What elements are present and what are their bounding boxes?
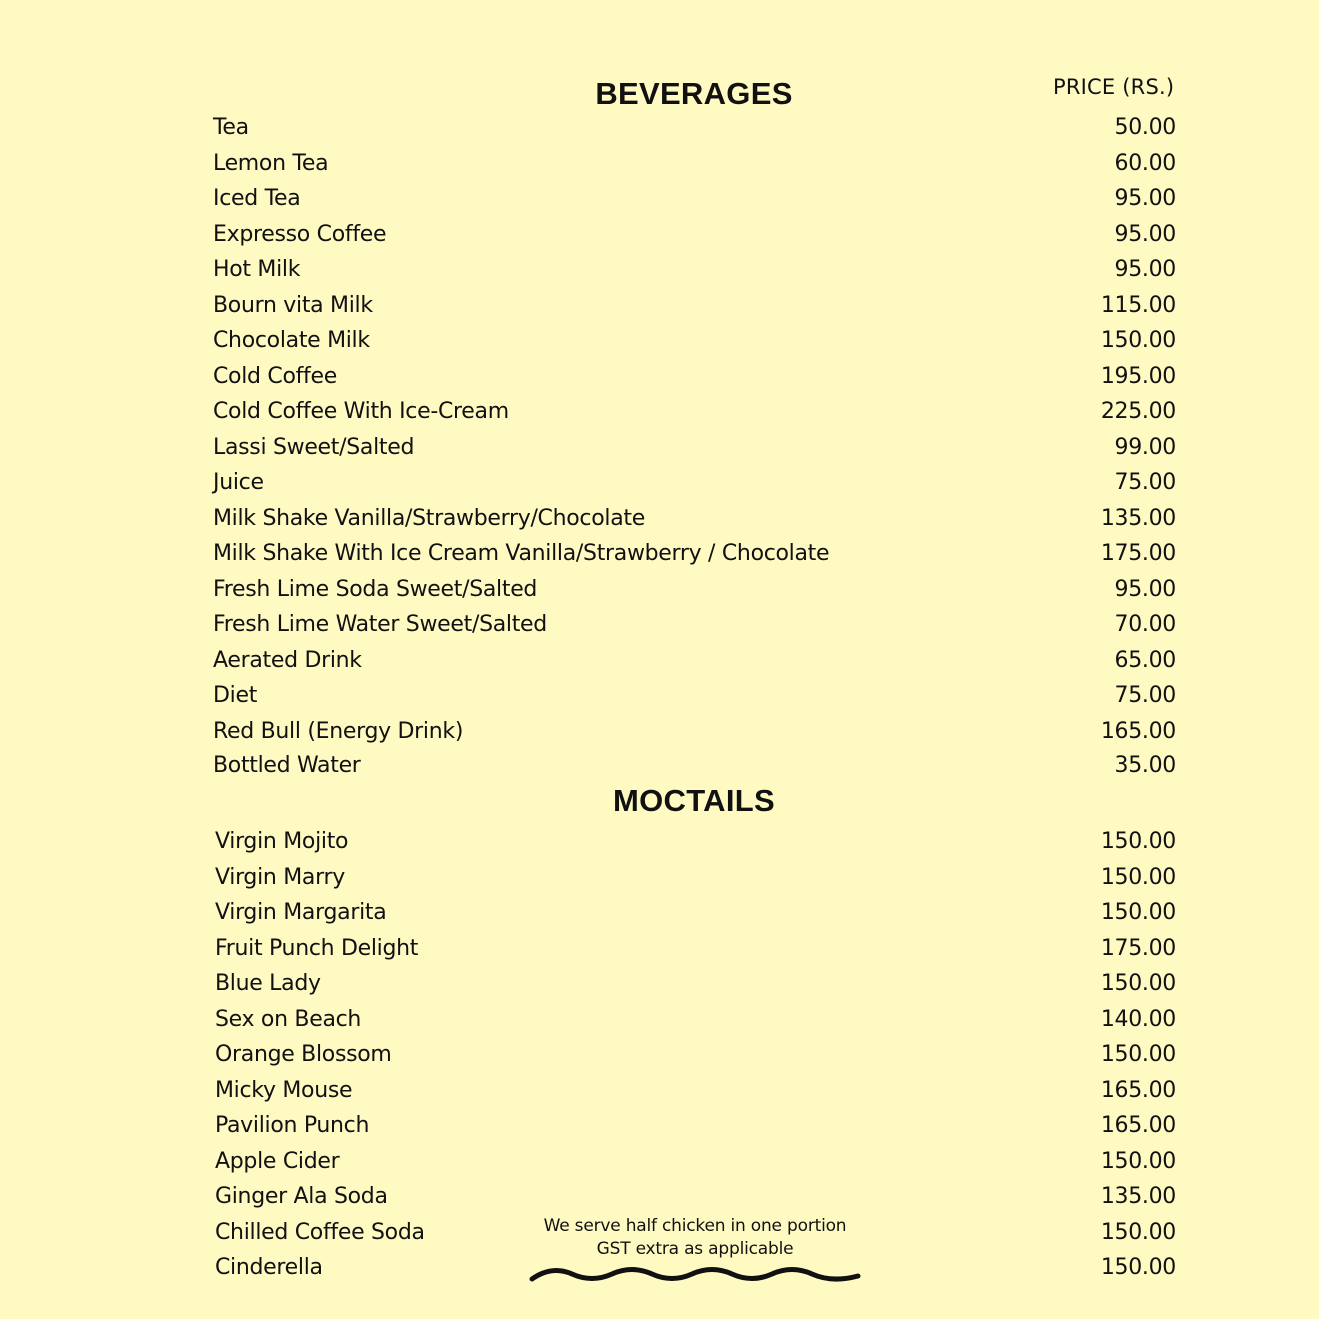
menu-item-name: Pavilion Punch — [215, 1113, 370, 1139]
menu-item-price: 150.00 — [1100, 1219, 1176, 1245]
menu-item-price: 150.00 — [1100, 1255, 1176, 1281]
menu-item-price: 175.00 — [1100, 541, 1176, 567]
menu-item-row — [215, 1144, 1176, 1180]
menu-item-row — [213, 749, 1176, 782]
menu-item-name: Lassi Sweet/Salted — [213, 434, 415, 460]
menu-item-name: Expresso Coffee — [213, 221, 387, 247]
menu-item-name: Cold Coffee — [213, 363, 337, 389]
menu-item-name: Micky Mouse — [215, 1077, 353, 1103]
menu-item-price: 140.00 — [1100, 1006, 1176, 1032]
menu-item-row — [213, 536, 1176, 572]
menu-item-price: 70.00 — [1114, 612, 1176, 638]
menu-item-name: Red Bull (Energy Drink) — [213, 718, 464, 744]
menu-item-price: 150.00 — [1100, 1148, 1176, 1174]
menu-item-name: Diet — [213, 683, 258, 709]
menu-item-name: Cold Coffee With Ice-Cream — [213, 399, 509, 425]
menu-item-price: 165.00 — [1100, 718, 1176, 744]
menu-item-name: Iced Tea — [213, 186, 301, 212]
menu-item-price: 150.00 — [1100, 829, 1176, 855]
wave-divider-icon — [528, 1262, 862, 1286]
menu-item-price: 195.00 — [1100, 363, 1176, 389]
menu-item-price: 225.00 — [1100, 399, 1176, 425]
menu-item-price: 115.00 — [1100, 292, 1176, 318]
menu-item-price: 75.00 — [1114, 683, 1176, 709]
menu-item-row — [215, 1002, 1176, 1038]
menu-item-name: Blue Lady — [215, 971, 321, 997]
menu-item-name: Fresh Lime Soda Sweet/Salted — [213, 576, 538, 602]
beverages-list — [213, 110, 1176, 782]
menu-item-name: Fruit Punch Delight — [215, 935, 419, 961]
menu-item-price: 60.00 — [1114, 150, 1176, 176]
menu-item-row — [215, 824, 1176, 860]
menu-item-row — [215, 1179, 1176, 1215]
menu-item-row — [215, 895, 1176, 931]
menu-item-row — [213, 181, 1176, 217]
menu-item-price: 175.00 — [1100, 935, 1176, 961]
menu-item-price: 165.00 — [1100, 1113, 1176, 1139]
menu-item-name: Bottled Water — [213, 753, 361, 778]
menu-item-price: 135.00 — [1100, 1184, 1176, 1210]
menu-item-name: Aerated Drink — [213, 647, 362, 673]
menu-item-row — [213, 394, 1176, 430]
menu-item-row — [213, 323, 1176, 359]
menu-item-row — [213, 288, 1176, 324]
menu-item-row — [215, 860, 1176, 896]
menu-item-row — [213, 359, 1176, 395]
menu-item-row — [213, 252, 1176, 288]
menu-item-row — [213, 501, 1176, 537]
menu-item-name: Milk Shake Vanilla/Strawberry/Chocolate — [213, 505, 645, 531]
menu-item-price: 150.00 — [1100, 328, 1176, 354]
menu-item-price: 65.00 — [1114, 647, 1176, 673]
menu-item-row — [213, 110, 1176, 146]
menu-item-row — [215, 1073, 1176, 1109]
menu-item-row — [213, 607, 1176, 643]
menu-item-name: Milk Shake With Ice Cream Vanilla/Strawberry / Chocolate — [213, 541, 830, 567]
menu-item-row — [213, 217, 1176, 253]
menu-item-price: 150.00 — [1100, 1042, 1176, 1068]
menu-item-price: 150.00 — [1100, 900, 1176, 926]
price-column-header: PRICE (RS.) — [1053, 75, 1175, 99]
menu-item-row — [213, 146, 1176, 182]
menu-item-row — [213, 714, 1176, 750]
menu-item-row — [215, 1108, 1176, 1144]
menu-item-name: Cinderella — [215, 1255, 323, 1281]
menu-item-row — [213, 678, 1176, 714]
menu-item-name: Chilled Coffee Soda — [215, 1219, 425, 1245]
menu-item-name: Chocolate Milk — [213, 328, 370, 354]
beverages-heading: BEVERAGES — [595, 76, 793, 111]
menu-item-row — [213, 465, 1176, 501]
menu-item-name: Hot Milk — [213, 257, 301, 283]
menu-item-price: 150.00 — [1100, 864, 1176, 890]
menu-item-price: 95.00 — [1114, 221, 1176, 247]
menu-item-name: Tea — [213, 115, 249, 141]
menu-item-row — [215, 1037, 1176, 1073]
menu-item-price: 99.00 — [1114, 434, 1176, 460]
menu-item-name: Sex on Beach — [215, 1006, 362, 1032]
menu-item-name: Juice — [213, 470, 264, 496]
menu-item-row — [213, 643, 1176, 679]
menu-item-price: 35.00 — [1114, 753, 1176, 778]
menu-item-row — [215, 966, 1176, 1002]
footnote-gst: GST extra as applicable — [596, 1239, 794, 1259]
menu-item-price: 95.00 — [1114, 186, 1176, 212]
menu-item-price: 75.00 — [1114, 470, 1176, 496]
menu-item-row — [215, 931, 1176, 967]
menu-item-name: Virgin Margarita — [215, 900, 387, 926]
menu-item-name: Bourn vita Milk — [213, 292, 373, 318]
menu-item-price: 135.00 — [1100, 505, 1176, 531]
menu-item-name: Virgin Mojito — [215, 829, 349, 855]
menu-item-price: 165.00 — [1100, 1077, 1176, 1103]
menu-item-name: Apple Cider — [215, 1148, 340, 1174]
menu-item-name: Ginger Ala Soda — [215, 1184, 388, 1210]
menu-item-price: 95.00 — [1114, 576, 1176, 602]
menu-item-price: 150.00 — [1100, 971, 1176, 997]
menu-item-name: Virgin Marry — [215, 864, 345, 890]
menu-item-row — [213, 572, 1176, 608]
menu-item-row — [213, 430, 1176, 466]
menu-item-name: Orange Blossom — [215, 1042, 392, 1068]
menu-item-price: 95.00 — [1114, 257, 1176, 283]
moctails-heading: MOCTAILS — [613, 783, 775, 818]
footnote-portion: We serve half chicken in one portion — [543, 1216, 847, 1236]
menu-item-price: 50.00 — [1114, 115, 1176, 141]
menu-item-name: Fresh Lime Water Sweet/Salted — [213, 612, 547, 638]
menu-item-name: Lemon Tea — [213, 150, 329, 176]
